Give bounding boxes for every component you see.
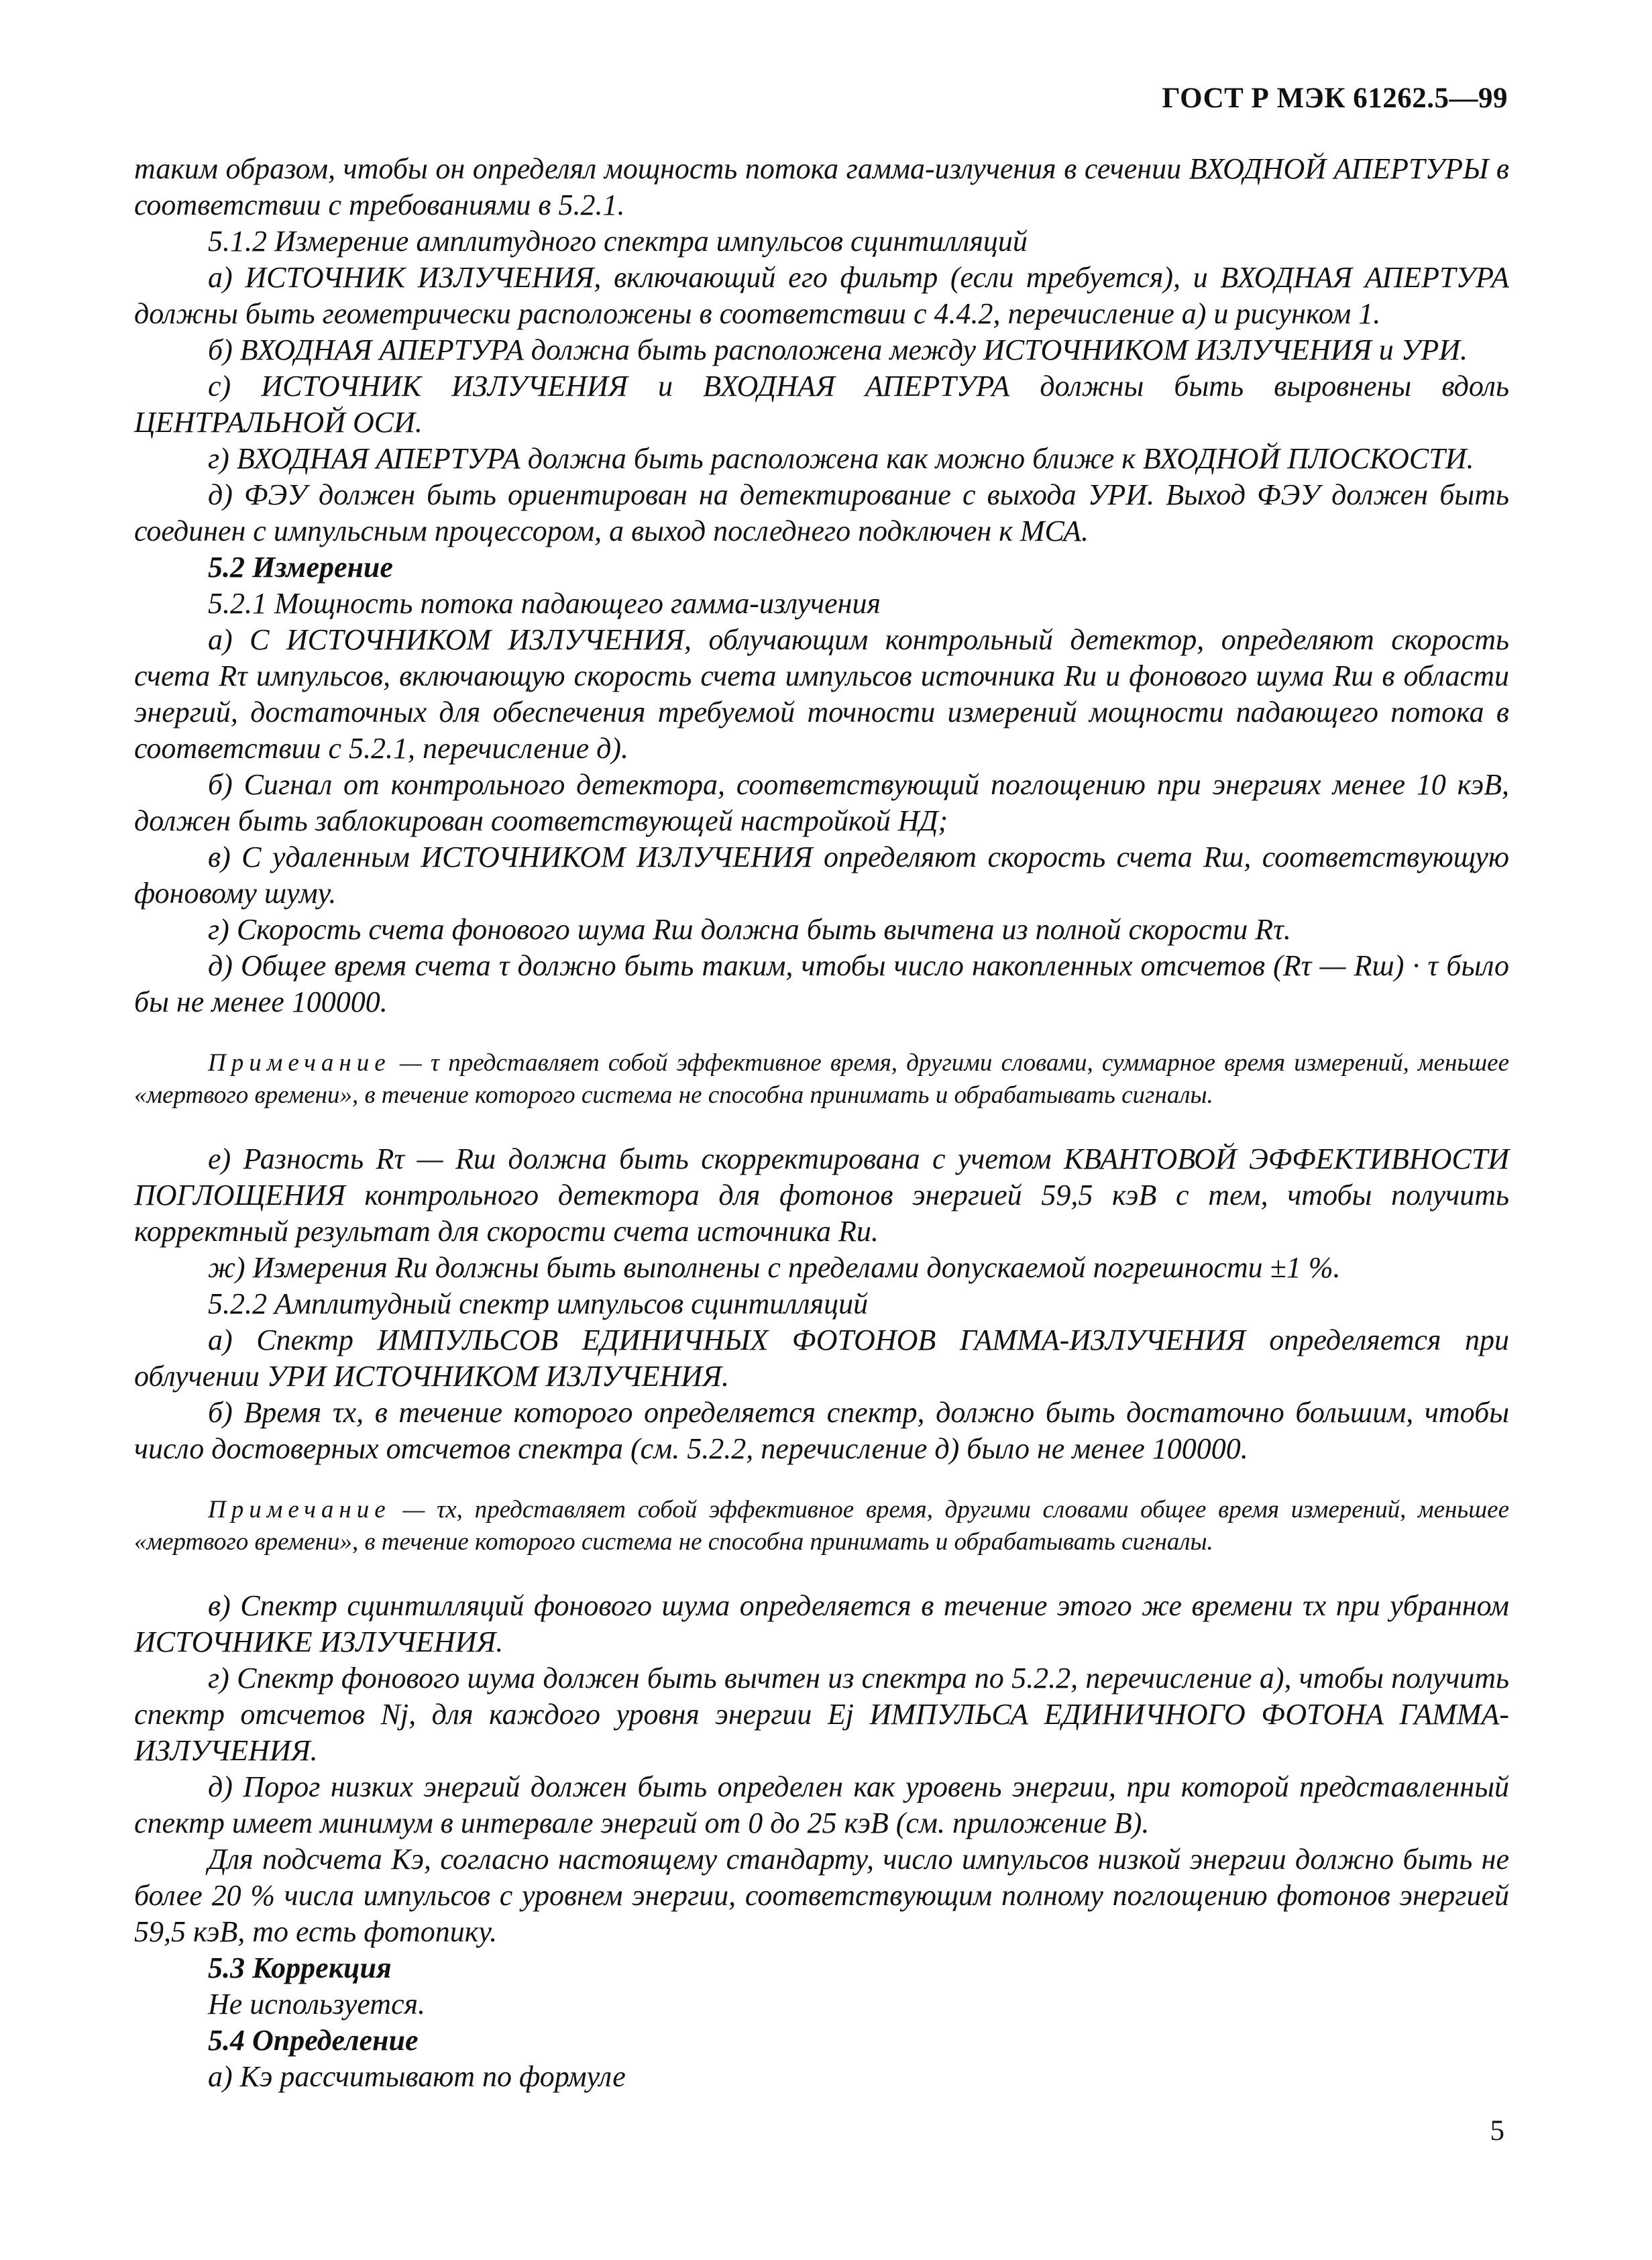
item-a-count-rate: а) С ИСТОЧНИКОМ ИЗЛУЧЕНИЯ, облучающим контрольный детектор, определяют скорость счета Rτ импульсов, включающую скорость счета импульсов источника Rи и фонового шума Rш в области энергий, достаточных для обеспечения требуемой точности измерений мощности падающего потока в соответствии с 5.2.1, перечисление д).	[134, 623, 1509, 765]
item-d-pmt: д) ФЭУ должен быть ориентирован на детектирование с выхода УРИ. Выход ФЭУ должен быть соединен с импульсным процессором, а выход последнего подключен к МСА.	[134, 478, 1509, 547]
note-1	[134, 1047, 1509, 1112]
item-a-formula: а) Kэ рассчитывают по формуле	[208, 2060, 626, 2093]
section-heading-5-2: 5.2 Измерение	[208, 551, 393, 584]
item-d-total-time: д) Общее время счета τ должно быть таким, чтобы число накопленных отсчетов (Rτ — Rш) · τ было бы не менее 100000.	[134, 949, 1509, 1018]
note-1-label: Примечание	[208, 1049, 391, 1077]
subsection-5-2-2: 5.2.2 Амплитудный спектр импульсов сцинтилляций	[208, 1287, 869, 1320]
paragraph-ke-count: Для подсчета Kэ, согласно настоящему стандарту, число импульсов низкой энергии должно быть не более 20 % числа импульсов с уровнем энергии, соответствующим полному поглощению фотонов энергией 59,5 кэВ, то есть фотопику.	[134, 1843, 1509, 1948]
section-heading-5-3: 5.3 Коррекция	[208, 1951, 392, 1984]
note-2-label: Примечание	[208, 1496, 391, 1523]
item-g-aperture-plane: г) ВХОДНАЯ АПЕРТУРА должна быть расположена как можно ближе к ВХОДНОЙ ПЛОСКОСТИ.	[208, 442, 1474, 475]
item-b-aperture-position: б) ВХОДНАЯ АПЕРТУРА должна быть расположена между ИСТОЧНИКОМ ИЗЛУЧЕНИЯ и УРИ.	[208, 333, 1468, 366]
item-e-correction: е) Разность Rτ — Rш должна быть скорректирована с учетом КВАНТОВОЙ ЭФФЕКТИВНОСТИ ПОГЛОЩЕНИЯ контрольного детектора для фотонов энергией 59,5 кэВ с тем, чтобы получить корректный результат для скорости счета источника Rи.	[134, 1142, 1509, 1248]
paragraph-continuation: таким образом, чтобы он определял мощность потока гамма-излучения в сечении ВХОДНОЙ АПЕРТУРЫ в соответствии с требованиями в 5.2.1.	[134, 152, 1509, 221]
item-v-background: в) С удаленным ИСТОЧНИКОМ ИЗЛУЧЕНИЯ определяют скорость счета Rш, соответствующую фоновому шуму.	[134, 841, 1509, 910]
item-g-subtract: г) Скорость счета фонового шума Rш должна быть вычтена из полной скорости Rτ.	[208, 913, 1291, 946]
standard-header: ГОСТ Р МЭК 61262.5—99	[1162, 83, 1508, 114]
note-1-text: — τ представляет собой эффективное время, другими словами, суммарное время измерений, меньшее «мертвого времени», в течение которого система не способна принимать и обрабатывать сигналы.	[134, 1049, 1509, 1109]
paragraph-not-used: Не используется.	[208, 1988, 426, 2021]
page-number: 5	[1490, 2115, 1504, 2147]
item-zh-accuracy: ж) Измерения Rи должны быть выполнены с пределами допускаемой погрешности ±1 %.	[208, 1251, 1341, 1284]
item-a-spectrum: а) Спектр ИМПУЛЬСОВ ЕДИНИЧНЫХ ФОТОНОВ ГАММА-ИЗЛУЧЕНИЯ определяется при облучении УРИ ИСТОЧНИКОМ ИЗЛУЧЕНИЯ.	[134, 1324, 1509, 1393]
subsection-5-1-2: 5.1.2 Измерение амплитудного спектра импульсов сцинтилляций	[208, 225, 1028, 258]
document-body	[134, 151, 1509, 2095]
item-v-background-spectrum: в) Спектр сцинтилляций фонового шума определяется в течение этого же времени τx при убранном ИСТОЧНИКЕ ИЗЛУЧЕНИЯ.	[134, 1589, 1509, 1658]
item-d-threshold: д) Порог низких энергий должен быть определен как уровень энергии, при которой представленный спектр имеет минимум в интервале энергий от 0 до 25 кэВ (см. приложение В).	[134, 1770, 1509, 1839]
section-heading-5-4: 5.4 Определение	[208, 2024, 419, 2057]
item-a-source-aperture: а) ИСТОЧНИК ИЗЛУЧЕНИЯ, включающий его фильтр (если требуется), и ВХОДНАЯ АПЕРТУРА должны быть геометрически расположены в соответствии с 4.4.2, перечисление а) и рисунком 1.	[134, 261, 1509, 330]
item-b-signal-block: б) Сигнал от контрольного детектора, соответствующий поглощению при энергиях менее 10 кэВ, должен быть заблокирован соответствующей настройкой НД;	[134, 768, 1509, 837]
item-g-subtract-spectrum: г) Спектр фонового шума должен быть вычтен из спектра по 5.2.2, перечисление а), чтобы получить спектр отсчетов Nj, для каждого уровня энергии Ej ИМПУЛЬСА ЕДИНИЧНОГО ФОТОНА ГАММА-ИЗЛУЧЕНИЯ.	[134, 1662, 1509, 1767]
subsection-5-2-1: 5.2.1 Мощность потока падающего гамма-излучения	[208, 587, 881, 620]
note-2	[134, 1494, 1509, 1558]
item-b-time: б) Время τx, в течение которого определяется спектр, должно быть достаточно большим, чтобы число достоверных отсчетов спектра (см. 5.2.2, перечисление д) было не менее 100000.	[134, 1396, 1509, 1465]
note-2-text: — τx, представляет собой эффективное время, другими словами общее время измерений, меньшее «мертвого времени», в течение которого система не способна принимать и обрабатывать сигналы.	[134, 1496, 1510, 1556]
item-c-alignment: с) ИСТОЧНИК ИЗЛУЧЕНИЯ и ВХОДНАЯ АПЕРТУРА должны быть выровнены вдоль ЦЕНТРАЛЬНОЙ ОСИ.	[134, 370, 1509, 439]
